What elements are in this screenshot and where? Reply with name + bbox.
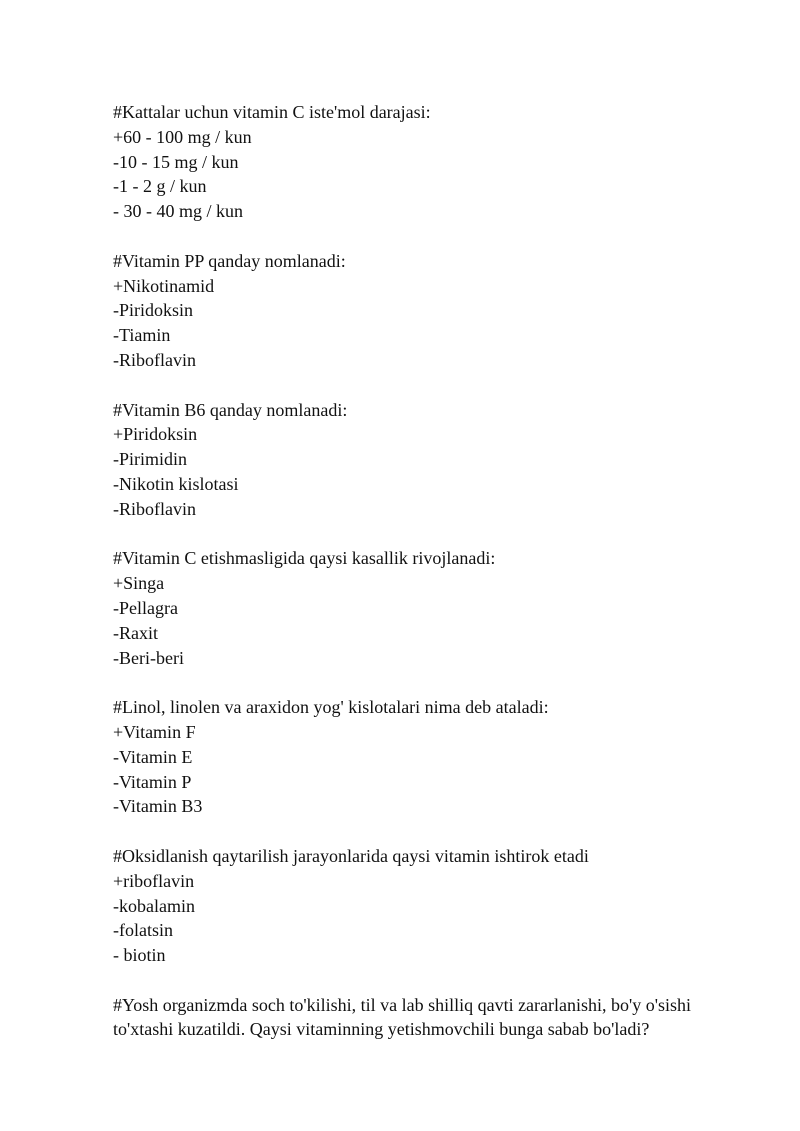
question-block	[113, 844, 725, 968]
answer-option: -1 - 2 g / kun	[113, 176, 207, 197]
quiz-content	[113, 100, 725, 1067]
question-text: #Yosh organizmda soch to'kilishi, til va lab shilliq qavti zararlanishi, bo'y o'sishi to'xtashi kuzatildi. Qaysi vitaminning yetishmovchili bunga sabab bo'ladi?	[113, 994, 696, 1040]
answer-option: - biotin	[113, 945, 166, 966]
question-block	[113, 993, 725, 1043]
answer-option: -Vitamin E	[113, 746, 193, 767]
answer-option: - 30 - 40 mg / kun	[113, 201, 243, 222]
question-text: #Kattalar uchun vitamin C iste'mol darajasi:	[113, 102, 431, 122]
answer-option: -Tiamin	[113, 325, 171, 346]
question-text: #Vitamin C etishmasligida qaysi kasallik rivojlanadi:	[113, 548, 496, 569]
answer-option-correct: +60 - 100 mg / kun	[113, 126, 252, 147]
answer-option-correct: +riboflavin	[113, 870, 195, 891]
answer-option: -folatsin	[113, 920, 173, 941]
answer-option-correct: +Nikotinamid	[113, 275, 215, 296]
answer-option: -Vitamin P	[113, 771, 192, 792]
answer-option: -kobalamin	[113, 895, 195, 916]
question-text: #Linol, linolen va araxidon yog' kislotalari nima deb ataladi:	[113, 697, 549, 718]
answer-option-correct: +Piridoksin	[113, 424, 198, 445]
answer-option: -Raxit	[113, 622, 158, 643]
question-block	[113, 100, 725, 224]
question-block	[113, 695, 725, 819]
answer-option: -Riboflavin	[113, 498, 196, 519]
answer-option: -Vitamin B3	[113, 796, 203, 817]
question-text: #Vitamin B6 qanday nomlanadi:	[113, 399, 348, 420]
question-block	[113, 249, 725, 373]
question-text: #Oksidlanish qaytarilish jarayonlarida qaysi vitamin ishtirok etadi	[113, 845, 589, 866]
answer-option: -Beri-beri	[113, 647, 184, 668]
answer-option: -10 - 15 mg / kun	[113, 151, 239, 172]
answer-option: -Piridoksin	[113, 300, 194, 321]
answer-option-correct: +Vitamin F	[113, 721, 196, 742]
question-block	[113, 546, 725, 670]
question-text: #Vitamin PP qanday nomlanadi:	[113, 250, 346, 271]
answer-option: -Pellagra	[113, 597, 178, 618]
question-block	[113, 398, 725, 522]
answer-option: -Pirimidin	[113, 449, 188, 470]
answer-option-correct: +Singa	[113, 573, 165, 594]
answer-option: -Nikotin kislotasi	[113, 473, 239, 494]
answer-option: -Riboflavin	[113, 349, 196, 370]
